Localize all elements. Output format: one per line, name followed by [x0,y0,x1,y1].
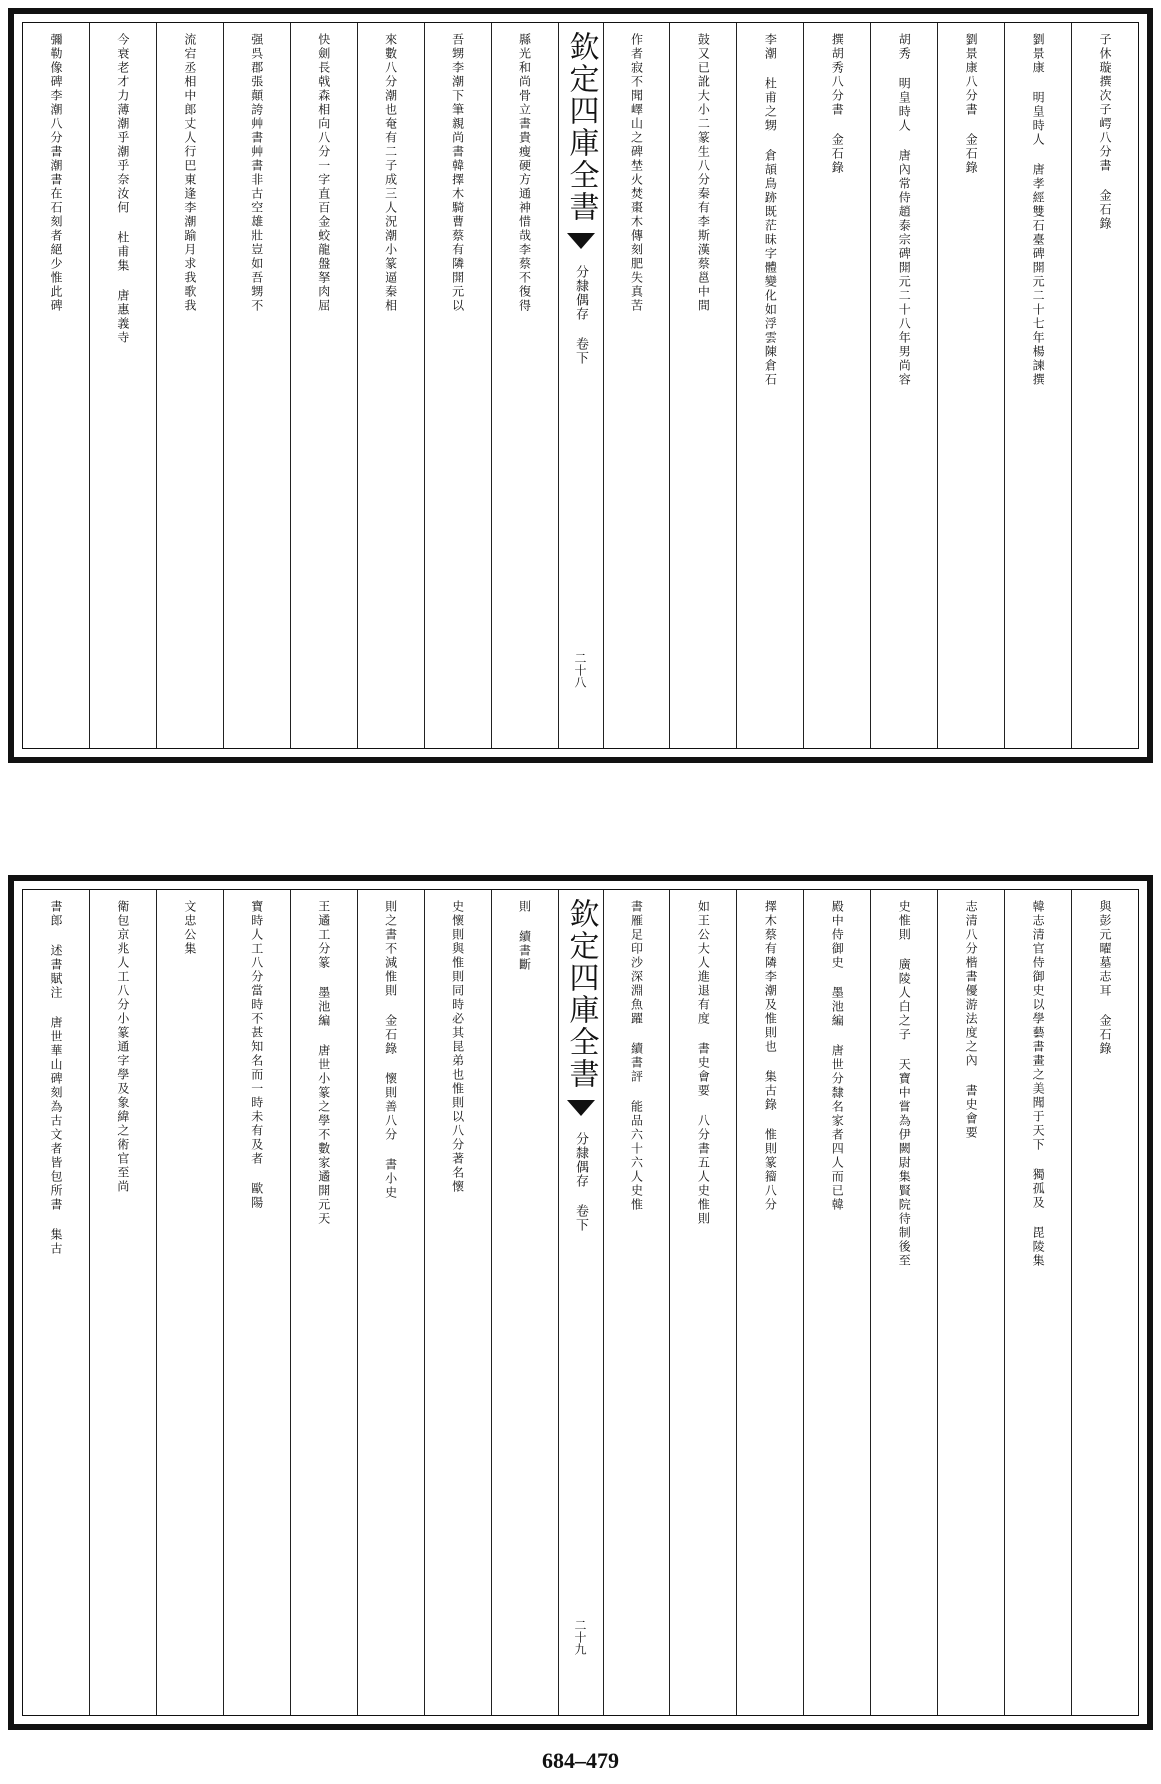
volume-label: 分隸偶存 卷下 [573,265,588,365]
text-column: 與彭元曜墓志耳 金石錄 [1071,890,1138,1715]
text-column: 王遹工分篆 墨池編 唐世小篆之學不數家遹開元天 [290,890,357,1715]
book-title: 欽定四庫全書 [563,898,599,1090]
text-column: 流宕丞相中郎丈人行巴東逢李潮踰月求我歌我 [156,23,223,748]
text-column: 則 續書斷 [491,890,558,1715]
text-column: 鼓又已訛大小二篆生八分秦有李斯漢蔡邕中間 [669,23,736,748]
page-number: 二十九 [573,1619,587,1655]
text-column: 來數八分潮也奄有二子成三人況潮小篆逼秦相 [357,23,424,748]
fish-tail-mark-icon [567,233,595,249]
text-column: 寶時人工八分當時不甚知名而一時未有及者 歐陽 [223,890,290,1715]
text-column: 快劍長戟森相向八分一字直百金蛟龍盤拏肉屈 [290,23,357,748]
bottom-page [8,875,1153,1730]
text-column: 强呉郡張顛誇艸書艸書非古空雄壯豈如吾甥不 [223,23,290,748]
text-column: 書雁足印沙深淵魚躍 續書評 能品六十六人史惟 [603,890,670,1715]
text-column: 今衰老才力薄潮乎潮乎奈汝何 杜甫集 唐惠義寺 [89,23,156,748]
page-number: 二十八 [573,652,587,688]
volume-label: 分隸偶存 卷下 [573,1132,588,1232]
center-fold [558,890,603,1715]
top-page [8,8,1153,763]
text-column: 志清八分楷書優游法度之內 書史會要 [937,890,1004,1715]
text-column: 書郎 述書賦注 唐世華山碑刻為古文者皆包所書 集古 [48,900,63,1256]
book-title: 欽定四庫全書 [563,31,599,223]
text-column: 子休璇撰次子崿八分書 金石錄 [1071,23,1138,748]
page-footer-number: 684–479 [542,1748,619,1773]
text-column: 文忠公集 [156,890,223,1715]
text-column: 史惟則 廣陵人白之子 天寶中嘗為伊闕尉集賢院待制後至 [870,890,937,1715]
text-column: 如王公大人進退有度 書史會要 八分書五人史惟則 [669,890,736,1715]
text-column: 縣光和尚骨立書貴瘦硬方通神惜哉李蔡不復得 [491,23,558,748]
text-column: 則之書不減惟則 金石錄 懷則善八分 書小史 [357,890,424,1715]
text-column: 衛包京兆人工八分小篆通字學及象緯之術官至尚 [89,890,156,1715]
text-column: 作者寂不聞嶧山之碑埜火焚棗木傳刻肥失真苦 [603,23,670,748]
text-column: 彌勒像碑李潮八分書潮書在石刻者絕少惟此碑 [48,33,63,313]
text-column: 劉景康八分書 金石錄 [937,23,1004,748]
fish-tail-mark-icon [567,1100,595,1116]
text-column: 殿中侍御史 墨池編 唐世分隸名家者四人而已韓 [803,890,870,1715]
center-fold [558,23,603,748]
text-column: 撰胡秀八分書 金石錄 [803,23,870,748]
text-column: 擇木蔡有隣李潮及惟則也 集古錄 惟則篆籀八分 [736,890,803,1715]
bottom-page-frame [22,889,1139,1716]
text-column: 史懷則與惟則同時必其昆弟也惟則以八分著名懷 [424,890,491,1715]
text-column: 劉景康 明皇時人 唐孝經雙石臺碑開元二十七年楊諫撰 [1004,23,1071,748]
text-column: 胡秀 明皇時人 唐內常侍趙泰宗碑開元二十八年男尚容 [870,23,937,748]
text-column: 吾甥李潮下筆親尚書韓擇木騎曹蔡有隣開元以 [424,23,491,748]
text-column: 李潮 杜甫之甥 倉頡鳥跡既茫昧字體變化如浮雲陳倉石 [736,23,803,748]
top-page-frame [22,22,1139,749]
text-column: 韓志清官侍御史以學藝書畫之美聞于天下 獨孤及 毘陵集 [1004,890,1071,1715]
